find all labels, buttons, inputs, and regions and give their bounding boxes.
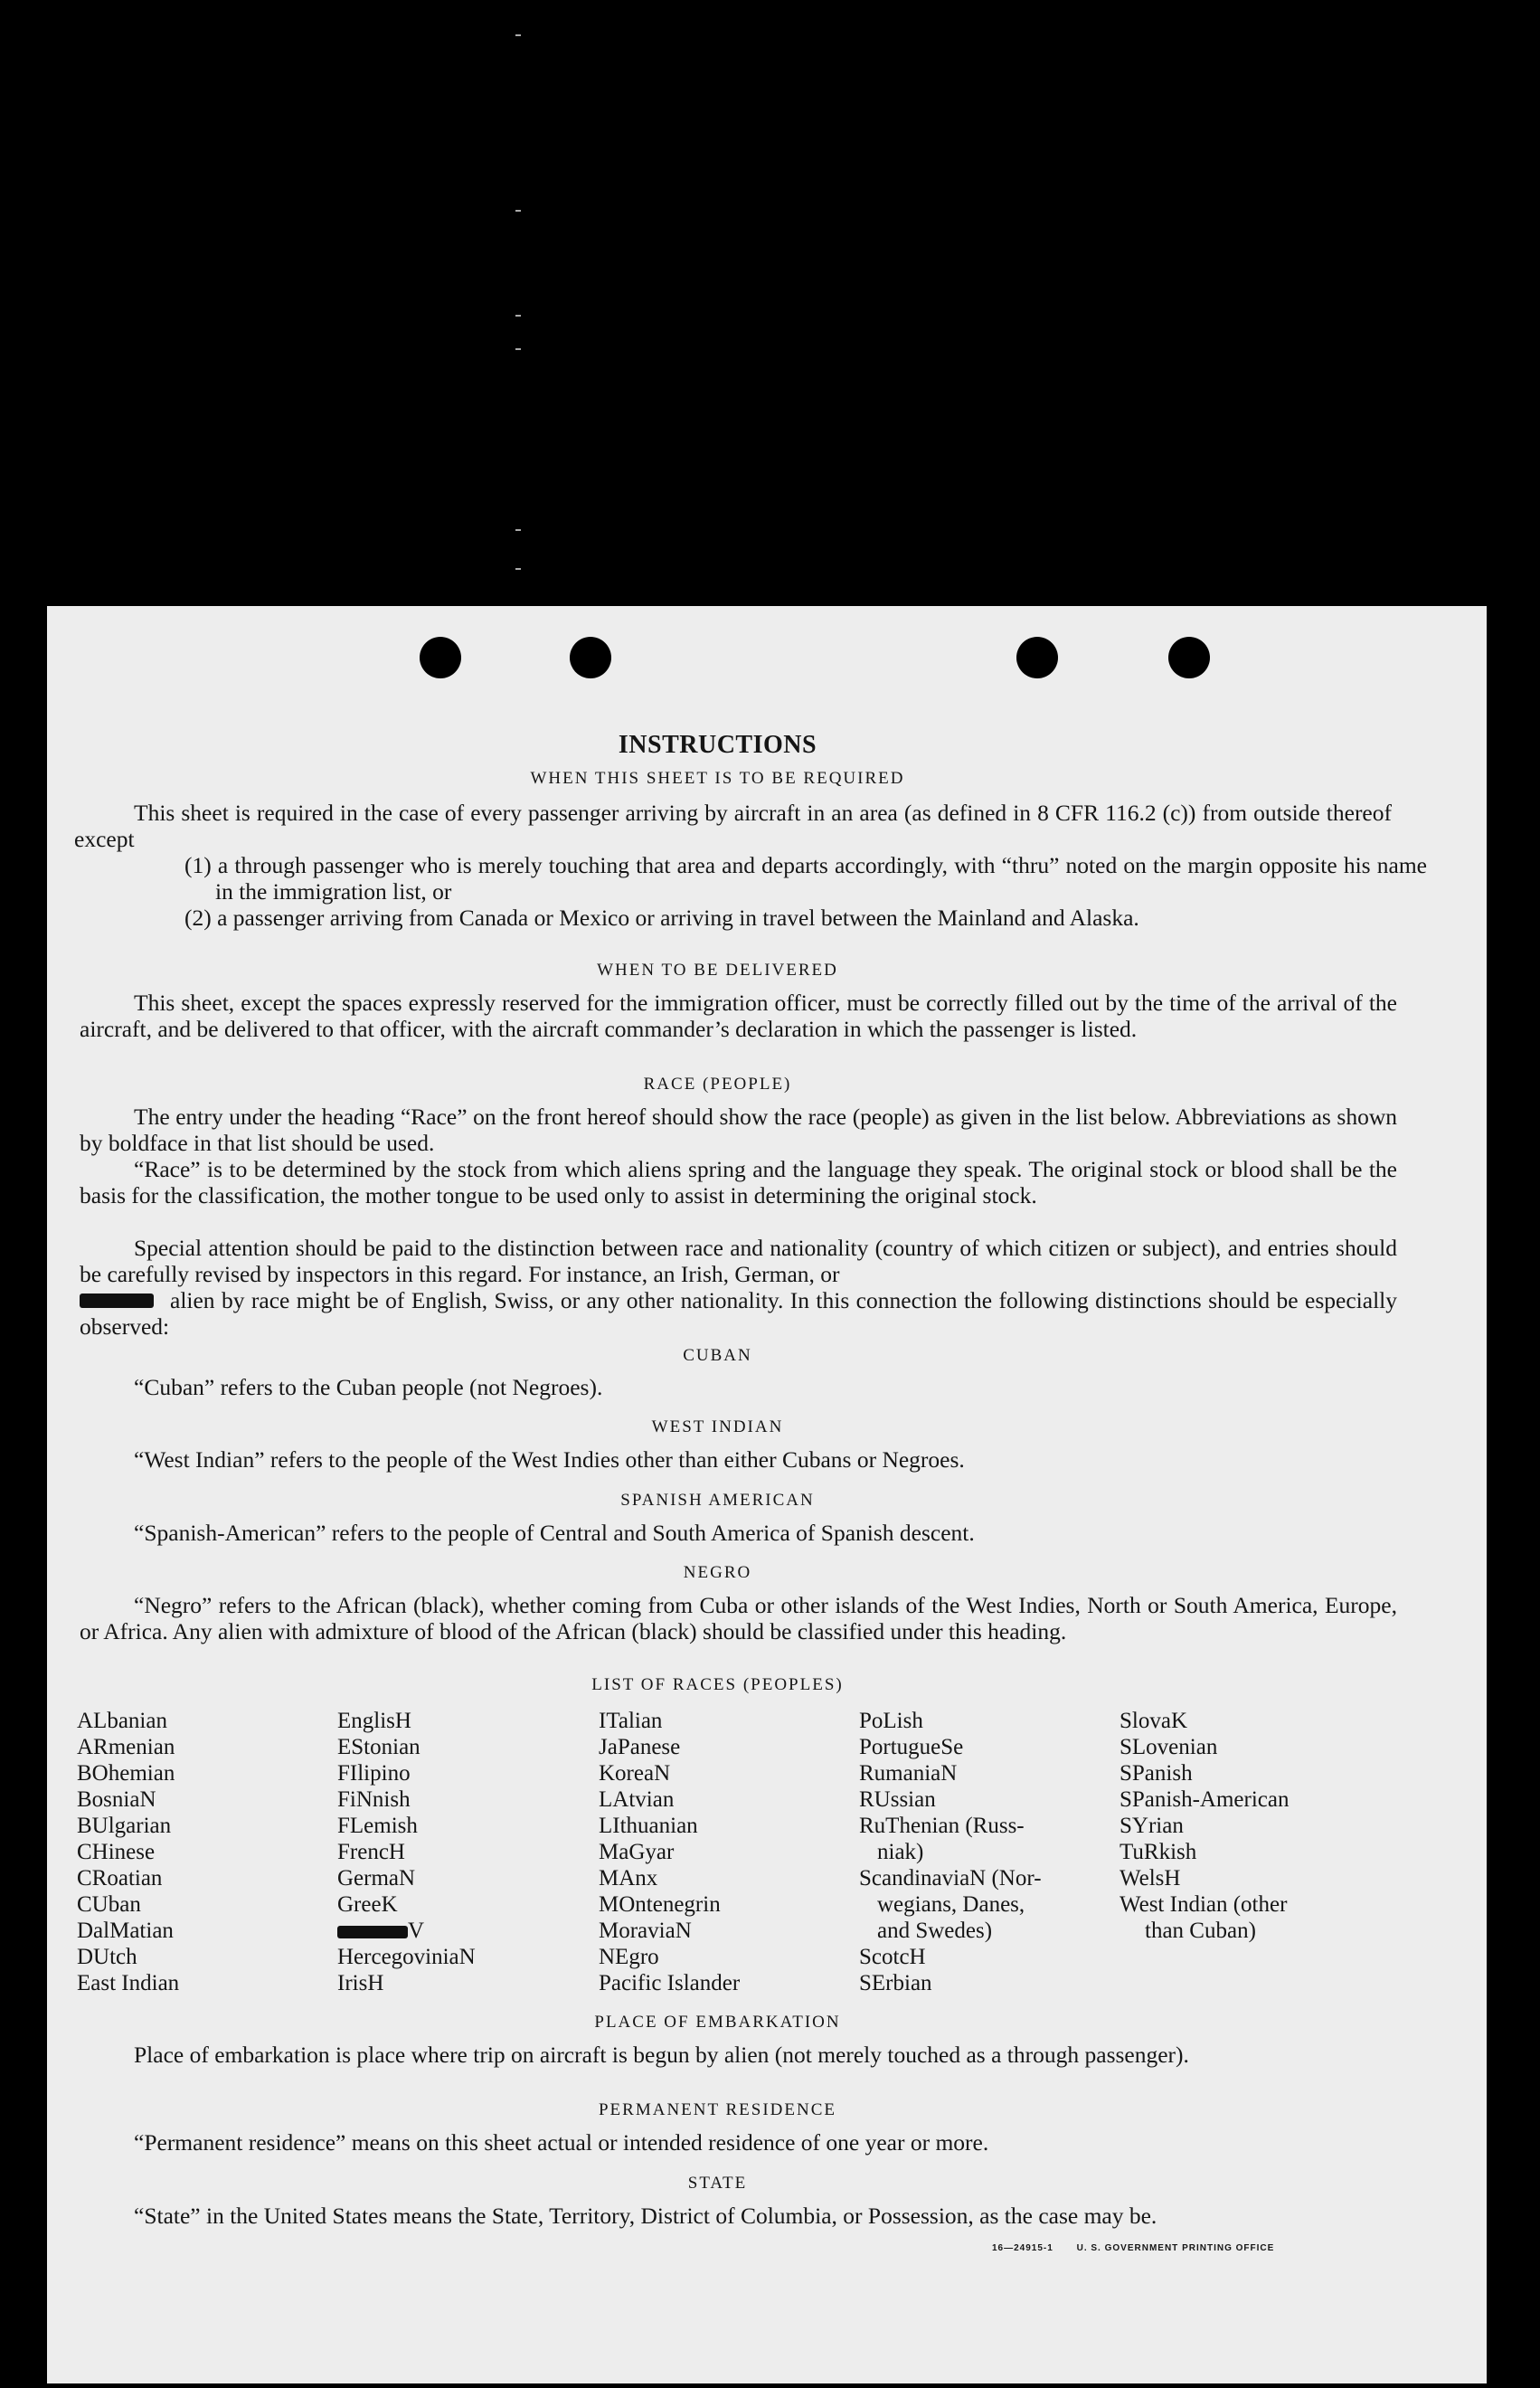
race-item: SLovenian <box>1120 1735 1218 1759</box>
section-heading: SPANISH AMERICAN <box>620 1491 815 1510</box>
section-heading: WEST INDIAN <box>651 1417 784 1436</box>
race-item: SlovaK <box>1120 1709 1187 1733</box>
paragraph: “Race” is to be determined by the stock from which aliens spring and the language they speak. The original stock or blood shall be the basis for the classification, the mother tongue to be used only to assist in determining the original stock. <box>80 1156 1397 1208</box>
race-item: ARmenian <box>77 1735 175 1759</box>
race-item: and Swedes) <box>877 1919 993 1943</box>
race-item: RuThenian (Russ- <box>859 1814 1025 1838</box>
race-item: CHinese <box>77 1840 156 1864</box>
race-item: SPanish-American <box>1120 1787 1290 1812</box>
edge-mark <box>515 348 521 350</box>
race-item: West Indian (other <box>1120 1892 1288 1917</box>
race-item: ScandinaviaN (Nor- <box>859 1866 1042 1890</box>
race-item: IrisH <box>337 1971 384 1995</box>
race-item-redacted <box>337 1918 476 1944</box>
race-item: MOntenegrin <box>599 1892 721 1917</box>
race-item: NEgro <box>599 1945 659 1969</box>
race-item: BUlgarian <box>77 1814 172 1838</box>
section-heading: STATE <box>687 2174 748 2193</box>
race-item: ALbanian <box>77 1709 167 1733</box>
race-item: LAtvian <box>599 1787 675 1812</box>
race-item: FIlipino <box>337 1761 411 1786</box>
race-item: ScotcH <box>859 1945 926 1969</box>
race-column <box>77 1708 179 1996</box>
race-item: BOhemian <box>77 1761 175 1786</box>
race-column <box>859 1708 1042 1996</box>
race-item: EnglisH <box>337 1709 411 1733</box>
race-item: BosniaN <box>77 1787 156 1812</box>
edge-mark <box>515 568 521 570</box>
race-column <box>337 1708 476 1996</box>
section-heading: LIST OF RACES (PEOPLES) <box>591 1675 844 1694</box>
race-item: CUban <box>77 1892 141 1917</box>
page-title: INSTRUCTIONS <box>618 731 817 759</box>
paragraph: Special attention should be paid to the distinction between race and nationality (country of which citizen or subject), and entries should be carefully revised by inspectors in this regard. For instance, an Irish, German, or <box>80 1235 1397 1287</box>
race-item: East Indian <box>77 1971 180 1995</box>
race-item: PoLish <box>859 1709 923 1733</box>
race-item: DUtch <box>77 1945 137 1969</box>
edge-mark <box>515 315 521 317</box>
edge-mark <box>515 34 521 36</box>
paragraph: “Permanent residence” means on this sheet actual or intended residence of one year or more. <box>134 2129 989 2156</box>
paragraph: The entry under the heading “Race” on the front hereof should show the race (people) as given in the list below. Abbreviations as shown by boldface in that list should be used. <box>80 1104 1397 1156</box>
section-heading: PERMANENT RESIDENCE <box>598 2100 837 2119</box>
race-item: KoreaN <box>599 1761 671 1786</box>
paragraph: Place of embarkation is place where trip on aircraft is begun by alien (not merely touched as a through passenger). <box>134 2042 1189 2068</box>
paragraph: This sheet, except the spaces expressly reserved for the immigration officer, must be correctly filled out by the time of the arrival of the aircraft, and be delivered to that officer, with the aircraft commander’s declaration in which the passenger is listed. <box>80 990 1397 1042</box>
redaction-mark <box>337 1926 408 1938</box>
race-item: RUssian <box>859 1787 936 1812</box>
list-item: (1) a through passenger who is merely touching that area and departs accordingly, with “thru” noted on the margin opposite his name in the immigration list, or <box>184 852 1427 905</box>
race-item: MoraviaN <box>599 1919 692 1943</box>
race-item: FLemish <box>337 1814 418 1838</box>
race-item-suffix: V <box>408 1919 425 1943</box>
race-item: niak) <box>877 1840 924 1864</box>
paragraph: alien by race might be of English, Swiss, or any other nationality. In this connection the following distinctions should be especially observed: <box>80 1287 1397 1340</box>
race-item: DalMatian <box>77 1919 174 1943</box>
race-item: than Cuban) <box>1145 1919 1256 1943</box>
section-heading: NEGRO <box>683 1563 752 1582</box>
race-item: PortugueSe <box>859 1735 964 1759</box>
race-item: GreeK <box>337 1892 398 1917</box>
race-item: WelsH <box>1120 1866 1181 1890</box>
race-item: ITalian <box>599 1709 663 1733</box>
punch-hole <box>420 637 461 678</box>
paragraph: “Negro” refers to the African (black), whether coming from Cuba or other islands of the West Indies, North or South America, Europe, or Africa. Any alien with admixture of blood of the African (black) should be classified under this heading. <box>80 1592 1397 1644</box>
race-item: SYrian <box>1120 1814 1184 1838</box>
race-item: MAnx <box>599 1866 658 1890</box>
paragraph: “West Indian” refers to the people of the West Indies other than either Cubans or Negroes. <box>134 1446 965 1473</box>
redaction-mark <box>80 1294 154 1308</box>
race-item: SErbian <box>859 1971 932 1995</box>
race-item: JaPanese <box>599 1735 681 1759</box>
race-item: EStonian <box>337 1735 420 1759</box>
punch-hole <box>1168 637 1210 678</box>
edge-mark <box>515 210 521 212</box>
edge-mark <box>515 529 521 531</box>
printer-imprint <box>992 2243 1274 2253</box>
race-item: RumaniaN <box>859 1761 958 1786</box>
race-item: wegians, Danes, <box>877 1892 1025 1917</box>
paragraph: “Cuban” refers to the Cuban people (not Negroes). <box>134 1374 603 1400</box>
section-heading: RACE (PEOPLE) <box>643 1075 792 1094</box>
race-column <box>599 1708 740 1996</box>
race-item: TuRkish <box>1120 1840 1197 1864</box>
paragraph: “Spanish-American” refers to the people of Central and South America of Spanish descent. <box>134 1520 975 1546</box>
document-sheet <box>47 606 1487 2383</box>
race-item: FiNnish <box>337 1787 411 1812</box>
race-item: GermaN <box>337 1866 416 1890</box>
punch-hole <box>570 637 611 678</box>
punch-hole <box>1016 637 1058 678</box>
race-item: SPanish <box>1120 1761 1193 1786</box>
printer-name: U. S. GOVERNMENT PRINTING OFFICE <box>1076 2243 1275 2253</box>
race-item: Pacific Islander <box>599 1971 741 1995</box>
race-item: LIthuanian <box>599 1814 698 1838</box>
race-column <box>1120 1708 1289 1944</box>
section-heading: PLACE OF EMBARKATION <box>594 2013 841 2032</box>
section-heading: CUBAN <box>683 1346 752 1365</box>
section-heading: WHEN THIS SHEET IS TO BE REQUIRED <box>530 769 905 788</box>
race-item: FrencH <box>337 1840 405 1864</box>
race-item: MaGyar <box>599 1840 675 1864</box>
form-code: 16—24915-1 <box>992 2243 1053 2253</box>
paragraph: This sheet is required in the case of every passenger arriving by aircraft in an area (as defined in 8 CFR 116.2 (c)) from outside thereof except <box>74 800 1392 852</box>
paragraph: “State” in the United States means the State, Territory, District of Columbia, or Possession, as the case may be. <box>134 2203 1157 2229</box>
race-item: CRoatian <box>77 1866 163 1890</box>
section-heading: WHEN TO BE DELIVERED <box>597 961 838 980</box>
list-item: (2) a passenger arriving from Canada or Mexico or arriving in travel between the Mainland and Alaska. <box>184 905 1139 931</box>
race-item: HercegoviniaN <box>337 1945 476 1969</box>
